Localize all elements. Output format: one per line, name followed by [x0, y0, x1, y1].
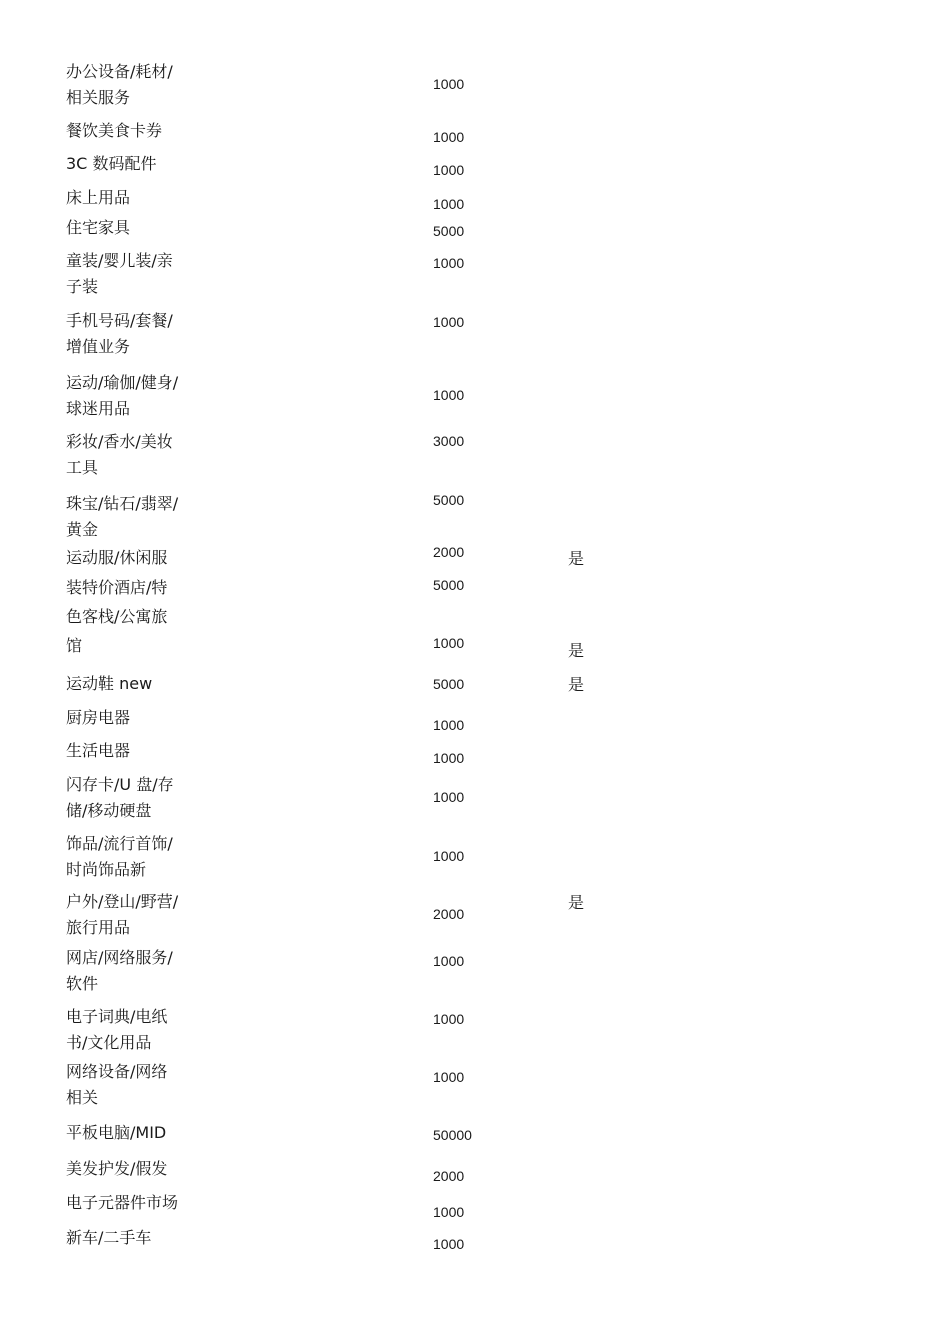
category-label: 网络设备/网络 相关 [66, 1062, 168, 1107]
category-label: 美发护发/假发 [66, 1159, 168, 1178]
amount-value: 1000 [433, 1204, 465, 1220]
category-label: 运动服/休闲服 [66, 548, 168, 567]
yes-flag: 是 [568, 641, 585, 660]
amount-value: 1000 [433, 789, 465, 805]
category-label: 平板电脑/MID [66, 1123, 167, 1142]
yes-flag: 是 [568, 893, 585, 912]
category-label: 网店/网络服务/ 软件 [66, 948, 173, 993]
amount-value: 1000 [433, 750, 465, 766]
amount-value: 50000 [433, 1127, 472, 1143]
category-label: 户外/登山/野营/ 旅行用品 [66, 892, 179, 937]
category-label: 床上用品 [66, 188, 131, 207]
category-label: 新车/二手车 [66, 1228, 152, 1247]
category-label: 生活电器 [66, 741, 131, 760]
amount-value: 3000 [433, 433, 465, 449]
amount-value: 1000 [433, 255, 465, 271]
amount-value: 1000 [433, 129, 465, 145]
category-label: 住宅家具 [66, 218, 131, 237]
category-label: 餐饮美食卡券 [66, 121, 163, 140]
category-label: 电子词典/电纸 书/文化用品 [66, 1007, 168, 1052]
amount-value: 1000 [433, 1011, 465, 1027]
amount-value: 2000 [433, 1168, 465, 1184]
amount-value: 2000 [433, 906, 465, 922]
category-label: 童装/婴儿装/亲 子装 [66, 251, 173, 296]
amount-value: 5000 [433, 492, 465, 508]
amount-value: 1000 [433, 848, 465, 864]
amount-value: 1000 [433, 196, 465, 212]
amount-value: 1000 [433, 953, 465, 969]
amount-value: 1000 [433, 635, 465, 651]
category-label: 电子元器件市场 [66, 1193, 179, 1212]
category-label: 闪存卡/U 盘/存 储/移动硬盘 [66, 775, 174, 820]
amount-value: 1000 [433, 387, 465, 403]
amount-value: 5000 [433, 577, 465, 593]
category-label: 办公设备/耗材/ 相关服务 [66, 62, 173, 107]
amount-value: 1000 [433, 76, 465, 92]
category-label: 运动鞋 new [66, 674, 153, 693]
category-label: 珠宝/钻石/翡翠/ 黄金 [66, 494, 179, 539]
amount-value: 1000 [433, 1069, 465, 1085]
category-label: 手机号码/套餐/ 增值业务 [66, 311, 173, 356]
amount-value: 1000 [433, 162, 465, 178]
amount-value: 1000 [433, 1236, 465, 1252]
category-label: 3C 数码配件 [66, 154, 157, 173]
amount-value: 1000 [433, 314, 465, 330]
category-label: 彩妆/香水/美妆 工具 [66, 432, 173, 477]
category-label: 厨房电器 [66, 708, 131, 727]
category-label: 运动/瑜伽/健身/ 球迷用品 [66, 373, 179, 418]
category-label: 装特价酒店/特 色客栈/公寓旅 馆 [66, 578, 168, 655]
category-label: 饰品/流行首饰/ 时尚饰品新 [66, 834, 173, 879]
amount-value: 1000 [433, 717, 465, 733]
amount-value: 2000 [433, 544, 465, 560]
yes-flag: 是 [568, 549, 585, 568]
amount-value: 5000 [433, 223, 465, 239]
amount-value: 5000 [433, 676, 465, 692]
yes-flag: 是 [568, 675, 585, 694]
